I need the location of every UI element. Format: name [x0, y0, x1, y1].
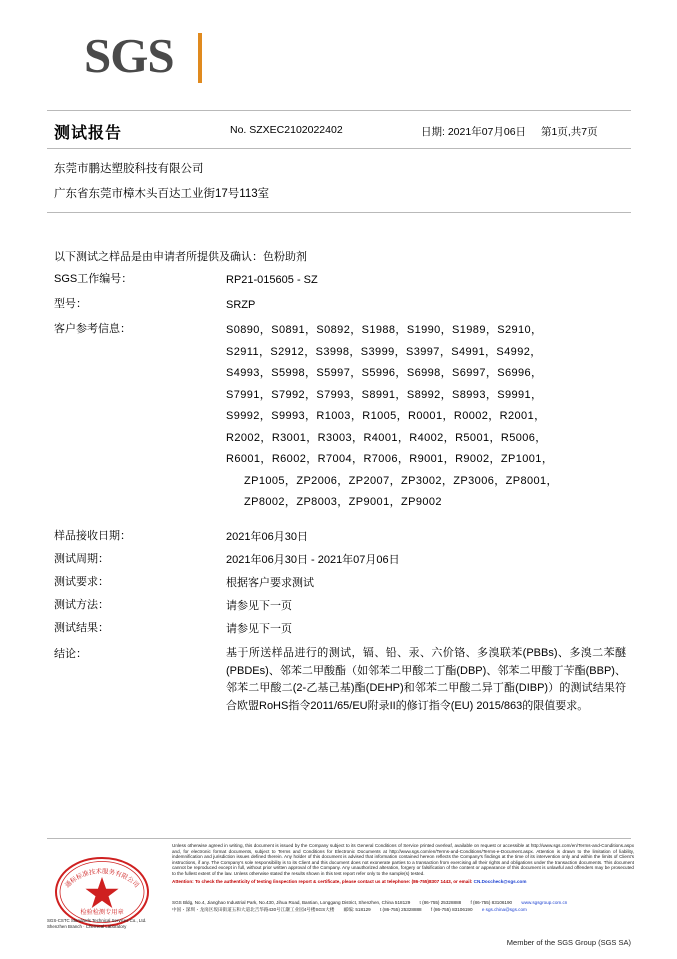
footer-address-en: SGS Bldg, No.4, Jianghao Industrial Park, No.430, Jihua Road, Bantian, Longgang District, Shenzhen, China 518129: [172, 900, 411, 905]
reference-line: S4993，S5998，S5997，S5996，S6998，S6997，S6996，: [226, 367, 543, 379]
field-label: 结论：: [54, 648, 87, 660]
report-date: 日期: 2021年07月06日: [421, 126, 527, 138]
field-label: 测试方法：: [54, 599, 109, 611]
field-row-client-reference: [54, 320, 624, 527]
field-value: 2021年06月30日 - 2021年07月06日: [226, 554, 400, 566]
footer-disclaimer: [172, 843, 634, 884]
field-row-test-method: [54, 596, 624, 619]
page-title: 测试报告: [54, 125, 123, 142]
reference-line: S9992，S9993，R1003，R1005，R0001，R0002，R2001，: [226, 410, 546, 422]
field-label: 测试结果：: [54, 622, 109, 634]
footer-attention-text: To check the authenticity of testing /inspection report & certificate, please contact us at telephone: (86-755)8307 1443,: [194, 878, 452, 884]
sgs-logo-accent-bar: [198, 33, 202, 83]
footer-tel-cn: t (86-755) 25328888: [379, 906, 422, 912]
field-row-conclusion: [54, 645, 624, 755]
company-address: 广东省东莞市樟木头百达工业街17号113室: [54, 188, 270, 200]
field-label: 测试周期：: [54, 553, 109, 565]
stamp-caption-line2: Shenzhen Branch · Chemical Laboratory: [47, 924, 127, 929]
footer-fax-cn: f (86-755) 83106190: [430, 906, 473, 912]
sgs-logo-text: SGS: [84, 28, 174, 83]
footer-email[interactable]: e sgs.china@sgs.com: [481, 906, 527, 912]
footer-address-line-en: [172, 900, 634, 907]
report-number: No. SZXEC2102022402: [230, 124, 343, 136]
reference-line: S2911，S2912，S3998，S3999，S3997，S4991，S4992，: [226, 345, 542, 358]
address-divider: [47, 212, 631, 213]
fields-table: [54, 270, 624, 755]
reference-line: S7991，S7992，S7993，S8991，S8992，S8993，S9991，: [226, 388, 543, 401]
footer-fax-en: f (86-755) 83106190: [470, 900, 513, 905]
footer-address-cn: 中国・深圳・龙岗区坂田街道五和大道北吉华路430号江灏工业园4号楼SGS大楼: [172, 906, 335, 912]
reference-line: ZP8002，ZP8003，ZP9001，ZP9002: [244, 496, 442, 508]
stamp-caption: [47, 918, 172, 930]
svg-text:检验检测专用章: 检验检测专用章: [80, 909, 124, 916]
field-row-job-number: [54, 270, 624, 295]
field-label: 测试要求：: [54, 576, 109, 588]
footer-attention-email[interactable]: CN.Doccheck@sgs.com: [473, 878, 527, 884]
footer-address-line-cn: [172, 907, 634, 914]
field-label: 型号：: [54, 298, 87, 310]
reference-line: R6001，R6002，R7004，R7006，R9001，R9002，ZP1001，: [226, 453, 554, 465]
field-label: 客户参考信息：: [54, 323, 131, 335]
client-reference-list: [226, 320, 626, 514]
conclusion-text: 基于所送样品进行的测试，镉、铅、汞、六价铬、多溴联苯(PBBs)、多溴二苯醚(PBDEs)、邻苯二甲酸酯（如邻苯二甲酸二丁酯(DBP)、邻苯二甲酸丁苄酯(BBP)、邻苯二甲酸二(2-乙基己基)酯(DEHP)和邻苯二甲酸二异丁酯(DIBP)）的测试结果符合欧盟RoHS指令2011/65/EU附录II的修订指令(EU) 2015/863的限值要求。: [226, 647, 626, 712]
footer-member-line: Member of the SGS Group (SGS SA): [506, 938, 631, 947]
title-divider: [47, 148, 631, 149]
field-value: SRZP: [226, 299, 256, 311]
company-name: 东莞市鹏达塑胶科技有限公司: [54, 163, 204, 175]
footer-disclaimer-text: Unless otherwise agreed in writing, this document is issued by the Company subject to its General Conditions of Service printed overleaf, available on request or accessible at http://www.sgs.com/en/Terms-and-Conditions.aspx and, for electronic format documents, subject to Terms and Conditions for Electronic Documents at http://www.sgs.com/en/Terms-and-Conditions/Terms-e-Document.aspx. Attention is drawn to the limitation of liability, indemnification and jurisdiction issues defined therein. Any holder of this document is advised that information contained hereon reflects the Company's findings at the time of its intervention only and within the limits of Client's instructions, if any. The Company's sole responsibility is to its Client and this document does not exonerate parties to a transaction from exercising all their rights and obligations under the transaction documents. This document cannot be reproduced except in full, without prior written approval of the Company. Any unauthorized alteration, forgery or falsification of the content or appearance of this document is unlawful and offenders may be prosecuted to the fullest extent of the law. Unless otherwise stated the results shown in this test report refer only to the sample(s) tested.: [172, 843, 634, 876]
field-row-test-result: [54, 619, 624, 645]
footer-website[interactable]: www.sgsgroup.com.cn: [521, 900, 568, 905]
field-row-test-requirement: [54, 573, 624, 596]
footer-attention-email-label: or email:: [453, 878, 473, 884]
stamp-caption-line1: SGS-CSTC Standards Technical Services Co., Ltd.: [47, 918, 147, 923]
field-value: 2021年06月30日: [226, 531, 308, 543]
footer-tel-en: t (86-755) 25328888: [419, 900, 462, 905]
footer-divider: [47, 838, 631, 839]
field-label: SGS工作编号：: [54, 273, 133, 285]
field-row-test-period: [54, 550, 624, 573]
page-indicator: 第1页,共7页: [541, 126, 598, 138]
header-divider: [47, 110, 631, 111]
footer-attention-label: Attention:: [172, 878, 194, 884]
field-value: 根据客户要求测试: [226, 577, 314, 589]
field-row-receive-date: [54, 527, 624, 550]
footer-address-block: [172, 900, 634, 913]
svg-text:通标标准技术服务有限公司: 通标标准技术服务有限公司: [64, 868, 140, 890]
reference-line: S0890，S0891，S0892，S1988，S1990，S1989，S2910，: [226, 324, 543, 336]
title-row: [54, 120, 634, 144]
footer-attention: [172, 879, 634, 885]
sgs-logo: [84, 30, 204, 88]
sample-statement: 以下测试之样品是由申请者所提供及确认：色粉助剂: [54, 251, 307, 263]
footer-zip: 邮编: 518129: [343, 906, 371, 912]
field-value: 请参见下一页: [226, 600, 292, 612]
reference-line: R2002，R3001，R3003，R4001，R4002，R5001，R5006，: [226, 431, 547, 444]
field-label: 样品接收日期：: [54, 530, 131, 542]
field-value: RP21-015605 - SZ: [226, 274, 318, 286]
reference-line: ZP1005，ZP2006，ZP2007，ZP3002，ZP3006，ZP8001，: [244, 474, 558, 487]
field-row-model: [54, 295, 624, 320]
field-value: 请参见下一页: [226, 623, 292, 635]
